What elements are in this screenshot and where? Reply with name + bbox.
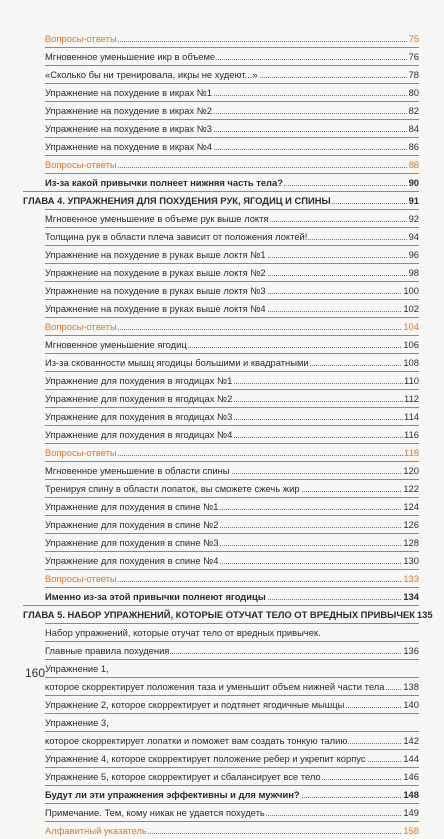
toc-entry-page: 94 bbox=[408, 231, 419, 242]
toc-entry-title: Упражнение на похудение в икрах №1 bbox=[45, 87, 213, 98]
toc-entry bbox=[45, 227, 419, 245]
toc-entry-title: Вопросы-ответы bbox=[45, 573, 117, 584]
toc-entry-title: Будут ли эти упражнения эффективны и для мужчин? bbox=[45, 789, 300, 800]
toc-entry-page: 116 bbox=[404, 429, 419, 440]
toc-entry-title: Упражнение 3, bbox=[45, 717, 109, 728]
toc-entry bbox=[45, 317, 419, 335]
toc-entry-title: Упражнение для похудения в ягодицах №4 bbox=[45, 429, 233, 440]
toc-entry bbox=[45, 479, 419, 497]
toc-entry-page: 146 bbox=[403, 771, 419, 782]
toc-entry-page: 108 bbox=[403, 357, 419, 368]
toc-entry bbox=[45, 515, 419, 533]
toc-entry bbox=[45, 677, 419, 695]
toc-entry-page: 92 bbox=[408, 213, 419, 224]
toc-entry bbox=[45, 569, 419, 587]
toc-entry-page: 149 bbox=[403, 807, 419, 818]
toc-entry bbox=[45, 245, 419, 263]
toc-entry-page: 140 bbox=[403, 699, 419, 710]
toc-entry-title: Мгновенное уменьшение в области спины bbox=[45, 465, 230, 476]
toc-entry bbox=[45, 695, 419, 713]
toc-entry-title: Вопросы-ответы bbox=[45, 321, 117, 332]
toc-entry bbox=[45, 533, 419, 551]
toc-entry-title: Упражнение на похудение в икрах №2 bbox=[45, 105, 213, 116]
toc-entry-title: Упражнение на похудение в руках выше локтя №1 bbox=[45, 249, 266, 260]
toc-entry-title: которое скорректирует лопатки и поможет вам создать тонкую талию bbox=[45, 735, 348, 746]
toc-entry-title: Именно из-за этой привычки полнеют ягодицы bbox=[45, 591, 266, 602]
toc-entry bbox=[45, 137, 419, 155]
toc-entry-title: Упражнение 5, которое скорректирует и сбалансирует все тело bbox=[45, 771, 321, 782]
toc-entry-title: Упражнение на похудение в икрах №4 bbox=[45, 141, 213, 152]
toc-entry-page: 136 bbox=[403, 645, 419, 656]
toc-entry-page: 144 bbox=[403, 753, 419, 764]
toc-entry-page: 112 bbox=[404, 393, 419, 404]
toc-entry-page: 138 bbox=[403, 681, 419, 692]
toc-entry-title: Упражнение 2, которое скорректирует и подтянет ягодичные мышцы bbox=[45, 699, 345, 710]
page-number: 160 bbox=[25, 666, 46, 680]
toc-entry-title: Вопросы-ответы bbox=[45, 33, 117, 44]
toc-entry bbox=[45, 30, 419, 47]
toc-entry bbox=[45, 101, 419, 119]
toc-entry-page: 104 bbox=[403, 321, 419, 332]
toc-entry-title: Упражнение для похудения в спине №1 bbox=[45, 501, 219, 512]
toc-entry bbox=[45, 119, 419, 137]
toc-entry-page: 148 bbox=[403, 789, 419, 800]
toc-entry-page: 110 bbox=[404, 375, 419, 386]
toc-entry-page: 76 bbox=[408, 51, 419, 62]
toc-entry-page: 100 bbox=[403, 285, 419, 296]
toc-entry-title: которое скорректирует положения таза и уменьшит объем нижней части тела bbox=[45, 681, 385, 692]
toc-entry-title: Упражнение для похудения в спине №4 bbox=[45, 555, 219, 566]
toc-entry-title: Толщина рук в области плеча зависит от положения локтей! bbox=[45, 231, 308, 242]
toc-entry-page: 122 bbox=[403, 483, 419, 494]
toc-entry-page: 142 bbox=[403, 735, 419, 746]
toc-entry bbox=[45, 65, 419, 83]
toc-entry bbox=[45, 587, 419, 605]
toc-entry-page: 128 bbox=[403, 537, 419, 548]
toc-entry-page: 91 bbox=[408, 195, 419, 206]
toc-entry-page: 133 bbox=[403, 573, 419, 584]
toc-entry bbox=[45, 551, 419, 569]
toc-entry bbox=[45, 731, 419, 749]
toc-entry bbox=[45, 155, 419, 173]
toc-entry-page: 75 bbox=[408, 33, 419, 44]
toc-entry-title: Упражнение для похудения в ягодицах №1 bbox=[45, 375, 233, 386]
toc-entry bbox=[23, 605, 433, 623]
toc-entry bbox=[45, 173, 419, 191]
toc-entry-page: 98 bbox=[408, 267, 419, 278]
toc-entry-page: 78 bbox=[408, 69, 419, 80]
toc-entry-title: Из-за какой привычки полнеет нижняя часть тела? bbox=[45, 177, 283, 188]
toc-entry-title: Упражнение для похудения в ягодицах №3 bbox=[45, 411, 233, 422]
toc-entry-page: 130 bbox=[403, 555, 419, 566]
toc-entry bbox=[45, 659, 419, 677]
toc-entry-title: Упражнение на похудение в руках выше локтя №4 bbox=[45, 303, 266, 314]
toc-entry-title: Упражнение 4, которое скорректирует положение ребер и укрепит корпус bbox=[45, 753, 366, 764]
toc-entry bbox=[45, 821, 419, 839]
toc-entry-title: Примечание. Тем, кому никак не удается похудеть bbox=[45, 807, 265, 818]
toc-entry-title: Тренируя спину в области лопаток, вы сможете сжечь жир bbox=[45, 483, 300, 494]
toc-entry-page: 80 bbox=[408, 87, 419, 98]
toc-entry-page: 82 bbox=[408, 105, 419, 116]
toc-entry bbox=[45, 443, 419, 461]
toc-entry-title: Из-за скованности мышц ягодицы большими и квадратными bbox=[45, 357, 309, 368]
toc-entry bbox=[45, 425, 419, 443]
toc-entry-title: Упражнение на похудение в руках выше локтя №3 bbox=[45, 285, 266, 296]
toc-entry bbox=[45, 389, 419, 407]
toc-entry-page: 102 bbox=[403, 303, 419, 314]
toc-entry-page: 84 bbox=[408, 123, 419, 134]
toc-entry bbox=[45, 803, 419, 821]
toc-entry bbox=[45, 407, 419, 425]
toc-entry bbox=[45, 353, 419, 371]
toc-entry-page: 120 bbox=[403, 465, 419, 476]
table-of-contents bbox=[23, 30, 433, 839]
toc-entry-title: ГЛАВА 5. НАБОР УПРАЖНЕНИЙ, КОТОРЫЕ ОТУЧАТ ТЕЛО ОТ ВРЕДНЫХ ПРИВЫЧЕК bbox=[23, 609, 415, 620]
toc-entry bbox=[45, 83, 419, 101]
toc-entry-page: 106 bbox=[403, 339, 419, 350]
toc-entry-title: Главные правила похудения bbox=[45, 645, 170, 656]
toc-entry-page: 88 bbox=[408, 159, 419, 170]
toc-entry-title: Упражнение для похудения в ягодицах №2 bbox=[45, 393, 233, 404]
toc-entry-page: 126 bbox=[403, 519, 419, 530]
toc-entry bbox=[45, 335, 419, 353]
toc-entry-title: Упражнение для похудения в спине №2 bbox=[45, 519, 219, 530]
toc-entry-title: Упражнение на похудение в икрах №3 bbox=[45, 123, 213, 134]
toc-entry-page: 118 bbox=[404, 447, 419, 458]
toc-entry bbox=[45, 641, 419, 659]
toc-entry bbox=[45, 209, 419, 227]
toc-entry-page: 96 bbox=[408, 249, 419, 260]
toc-entry-page: 134 bbox=[403, 591, 419, 602]
toc-entry-title: Упражнение для похудения в спине №3 bbox=[45, 537, 219, 548]
toc-entry-title: Мгновенное уменьшение ягодиц bbox=[45, 339, 187, 350]
toc-entry bbox=[45, 299, 419, 317]
toc-entry-title: Вопросы-ответы bbox=[45, 159, 117, 170]
toc-entry bbox=[45, 461, 419, 479]
toc-entry bbox=[45, 263, 419, 281]
toc-entry-title: ГЛАВА 4. УПРАЖНЕНИЯ ДЛЯ ПОХУДЕНИЯ РУК, ЯГОДИЦ И СПИНЫ bbox=[23, 195, 331, 206]
toc-entry-title: Упражнение на похудение в руках выше локтя №2 bbox=[45, 267, 266, 278]
toc-entry-page: 158 bbox=[403, 825, 419, 836]
toc-entry bbox=[45, 767, 419, 785]
toc-entry bbox=[45, 713, 419, 731]
toc-entry bbox=[45, 749, 419, 767]
toc-entry-page: 86 bbox=[408, 141, 419, 152]
toc-entry bbox=[45, 371, 419, 389]
toc-entry-title: Упражнение 1, bbox=[45, 663, 109, 674]
toc-entry bbox=[23, 191, 419, 209]
toc-entry-page: 135 bbox=[416, 609, 433, 620]
toc-entry-title: Набор упражнений, которые отучат тело от вредных привычек. bbox=[45, 627, 321, 638]
toc-entry-title: Вопросы-ответы bbox=[45, 447, 117, 458]
toc-entry-page: 114 bbox=[404, 411, 419, 422]
toc-entry-title: Алфавитный указатель bbox=[45, 825, 147, 836]
toc-entry bbox=[45, 785, 419, 803]
toc-entry-title: Мгновенное уменьшение в объеме рук выше локтя bbox=[45, 213, 269, 224]
toc-entry-page: 90 bbox=[408, 177, 419, 188]
toc-entry-page: 124 bbox=[403, 501, 419, 512]
toc-entry bbox=[45, 623, 419, 641]
toc-entry bbox=[45, 281, 419, 299]
toc-entry bbox=[45, 47, 419, 65]
toc-entry-title: «Сколько бы ни тренировала, икры не худеют...» bbox=[45, 69, 258, 80]
toc-entry bbox=[45, 497, 419, 515]
toc-entry-title: Мгновенное уменьшение икр в объеме bbox=[45, 51, 216, 62]
